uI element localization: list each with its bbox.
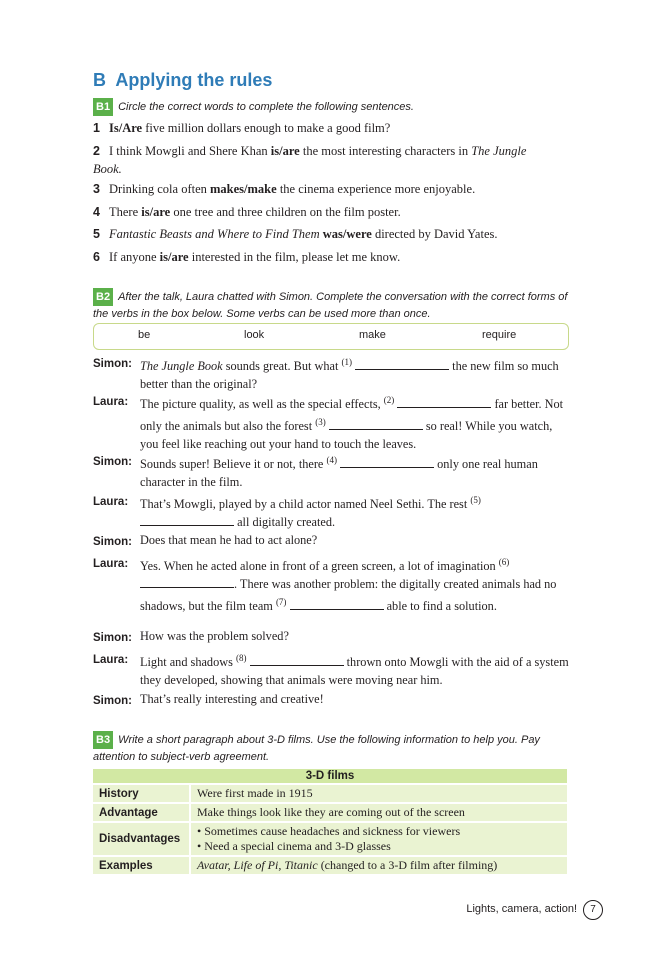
- speaker-label: Laura:: [93, 654, 129, 666]
- row-label: Disadvantages: [93, 822, 190, 856]
- blank-number: (8): [235, 653, 247, 663]
- dialogue-line: The Jungle Book sounds great. But what $^{(1)}$ the new film so much better than the original?: [140, 357, 559, 392]
- speaker-label: Laura:: [93, 496, 129, 508]
- dialogue-line: That’s really interesting and creative!: [140, 692, 324, 706]
- b2-instruction: B2 After the talk, Laura chatted with Simon. Complete the conversation with the correct forms of the verbs in the box below. Some verbs can be used more than once.: [93, 288, 573, 322]
- speaker-label: Laura:: [93, 558, 129, 570]
- row-label: Examples: [93, 856, 190, 875]
- b1-item-5: 5 Fantastic Beasts and Where to Find Them was/were directed by David Yates.: [93, 227, 498, 241]
- word-make: make: [359, 329, 386, 341]
- row-label: Advantage: [93, 803, 190, 822]
- b1-item-3: 3 Drinking cola often makes/make the cinema experience more enjoyable.: [93, 182, 476, 196]
- speaker-label: Simon:: [93, 536, 132, 548]
- word-be: be: [138, 329, 151, 341]
- blank-number: (2): [383, 395, 395, 405]
- word-require: require: [482, 329, 517, 341]
- dialogue-line: Does that mean he had to act alone?: [140, 533, 318, 547]
- answer-blank[interactable]: [355, 357, 449, 370]
- blank-number: (4): [326, 455, 337, 465]
- section-letter: B: [93, 70, 106, 90]
- answer-blank[interactable]: [329, 417, 423, 430]
- dialogue-line: Light and shadows $^{(8)}$ thrown onto Mowgli with the aid of a system they developed, showing that animals were moving near him.: [140, 653, 569, 688]
- answer-blank[interactable]: [140, 575, 234, 588]
- answer-blank[interactable]: [340, 455, 434, 468]
- b1-item-1: 1 Is/Are five million dollars enough to make a good film?: [93, 121, 391, 135]
- answer-blank[interactable]: [250, 653, 344, 666]
- answer-blank[interactable]: [140, 513, 234, 526]
- b3-badge: B3: [93, 731, 113, 749]
- blank-number: (3): [315, 417, 326, 428]
- row-value: Were first made in 1915: [190, 784, 567, 803]
- row-value: • Sometimes cause headaches and sickness for viewers • Need a special cinema and 3-D glasses: [190, 822, 567, 856]
- table-row: [93, 822, 567, 856]
- section-title: [93, 70, 272, 91]
- speaker-label: Simon:: [93, 358, 132, 370]
- speaker-label: Simon:: [93, 456, 132, 468]
- speaker-label: Simon:: [93, 695, 132, 707]
- blank-number: (5): [470, 495, 481, 505]
- word-look: look: [244, 329, 265, 341]
- table-header: 3-D films: [93, 769, 567, 784]
- row-value: Avatar, Life of Pi, Titanic (changed to a 3-D film after filming): [190, 856, 567, 875]
- dialogue-line: The picture quality, as well as the special effects, $^{(2)}$ far better. Not only the animals but also the forest $^{(3)}$ so real! While you watch, you feel like reaching out your hand to touch the leaves.: [140, 395, 564, 452]
- table-row: [93, 803, 567, 822]
- blank-number: (6): [498, 557, 510, 567]
- page-number: 7: [583, 900, 603, 920]
- dialogue-line: Yes. When he acted alone in front of a green screen, a lot of imagination $^{(6)}$ . There was another problem: the digitally created animals had no shadows, but the film team $^{(7)}$ able to find a solution.: [140, 557, 557, 614]
- b1-badge: B1: [93, 98, 113, 116]
- blank-number: (7): [275, 597, 287, 608]
- blank-number: (1): [341, 357, 352, 367]
- b1-instruction: B1 Circle the correct words to complete the following sentences.: [93, 98, 573, 116]
- b1-item-2: 2 I think Mowgli and Shere Khan is/are the most interesting characters in The Jungle Book.: [93, 144, 527, 176]
- word-box: [93, 323, 569, 350]
- speaker-label: Simon:: [93, 632, 132, 644]
- b1-item-4: 4 There is/are one tree and three children on the film poster.: [93, 205, 401, 219]
- b3-instruction: B3 Write a short paragraph about 3-D films. Use the following information to help you. Pay attention to subject-verb agreement.: [93, 731, 573, 765]
- answer-blank[interactable]: [397, 395, 491, 408]
- footer-text: Lights, camera, action!: [466, 903, 577, 915]
- table-row: [93, 856, 567, 875]
- table-row: [93, 784, 567, 803]
- row-label: History: [93, 784, 190, 803]
- answer-blank[interactable]: [290, 597, 384, 610]
- b1-item-6: 6 If anyone is/are interested in the film, please let me know.: [93, 250, 401, 264]
- table-header-row: [93, 769, 567, 784]
- speaker-label: Laura:: [93, 396, 129, 408]
- info-table: [93, 769, 567, 876]
- dialogue-line: Sounds super! Believe it or not, there $^{(4)}$ only one real human character in the film.: [140, 455, 538, 490]
- section-title-text: Applying the rules: [115, 70, 273, 90]
- dialogue-line: That’s Mowgli, played by a child actor named Neel Sethi. The rest $^{(5)}$ all digitally created.: [140, 495, 481, 530]
- dialogue-line: How was the problem solved?: [140, 629, 289, 643]
- page-footer: [466, 900, 603, 920]
- b2-badge: B2: [93, 288, 113, 306]
- row-value: Make things look like they are coming out of the screen: [190, 803, 567, 822]
